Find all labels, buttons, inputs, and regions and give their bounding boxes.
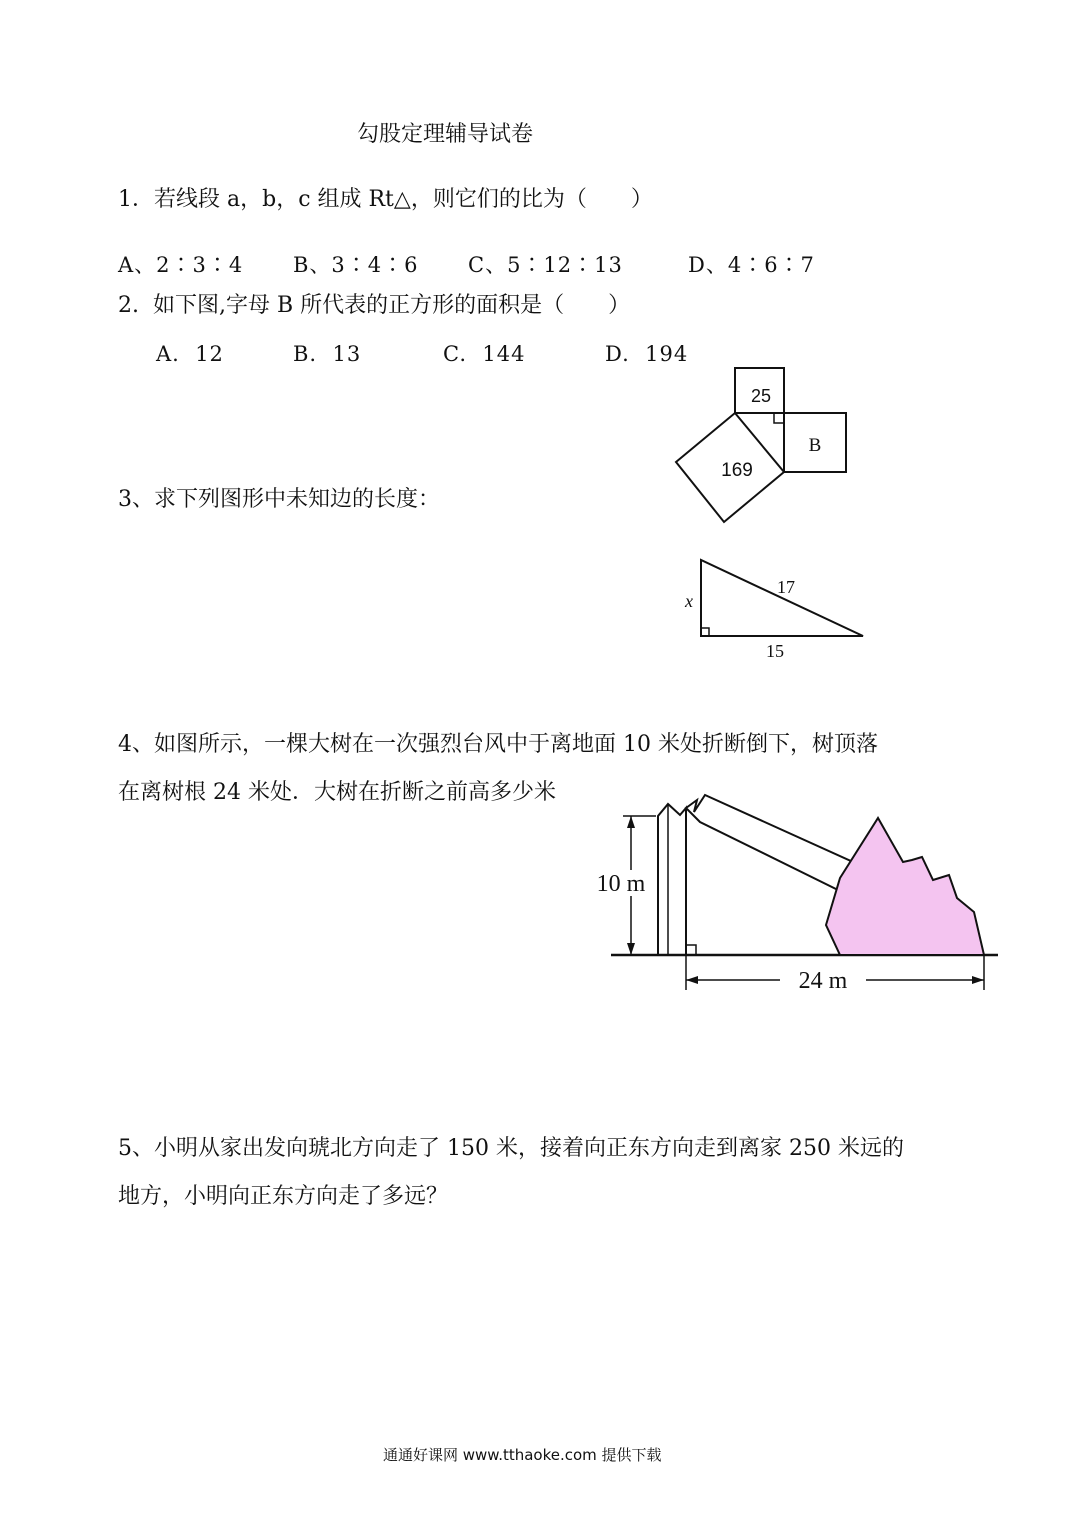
right-triangle xyxy=(701,560,863,636)
question-3-figure xyxy=(684,560,863,661)
page-footer: 通通好课网 www.tthaoke.com 提供下载 xyxy=(383,1446,662,1464)
question-2-option-d: D. 194 xyxy=(605,342,689,366)
label-17: 17 xyxy=(777,577,795,597)
distance-arrow-left xyxy=(686,976,698,984)
label-b: B xyxy=(808,435,822,456)
label-169: 169 xyxy=(721,460,753,481)
tree-stump xyxy=(658,804,686,955)
distance-arrow-right xyxy=(972,976,984,984)
question-3-stem: 3、求下列图形中未知边的长度： xyxy=(118,487,440,512)
right-angle-mark xyxy=(701,628,709,636)
question-1-option-a: A、2∶3∶4 xyxy=(118,253,244,277)
question-2-option-b: B. 13 xyxy=(293,342,362,366)
question-4-figure xyxy=(591,795,998,994)
question-2-option-c: C. 144 xyxy=(443,342,526,366)
question-2-option-a: A. 12 xyxy=(156,342,224,366)
tree-foliage xyxy=(826,818,984,955)
question-2-figure xyxy=(676,368,846,522)
question-1-option-d: D、4∶6∶7 xyxy=(688,253,815,277)
question-1-stem: 1．若线段 a，b，c 组成 Rt△，则它们的比为（ ） xyxy=(118,187,653,212)
label-24m: 24 m xyxy=(798,968,848,994)
right-angle-mark xyxy=(774,413,784,423)
label-15: 15 xyxy=(766,641,784,661)
label-10m: 10 m xyxy=(596,871,646,897)
document-title: 勾股定理辅导试卷 xyxy=(357,122,534,147)
label-x: x xyxy=(685,591,693,611)
height-arrow-up xyxy=(627,816,635,828)
question-1-option-b: B、3∶4∶6 xyxy=(293,253,419,277)
question-5-line-1: 5、小明从家出发向琥北方向走了 150 米，接着向正东方向走到离家 250 米远的 xyxy=(118,1136,904,1161)
height-arrow-down xyxy=(627,943,635,955)
question-2-stem: 2. 如下图,字母 B 所代表的正方形的面积是（ ） xyxy=(118,293,631,318)
question-4-line-2: 在离树根 24 米处．大树在折断之前高多少米 xyxy=(118,780,556,805)
right-angle-mark xyxy=(686,945,696,955)
question-4-line-1: 4、如图所示，一棵大树在一次强烈台风中于离地面 10 米处折断倒下，树顶落 xyxy=(118,732,878,757)
question-1-option-c: C、5∶12∶13 xyxy=(468,253,623,277)
fallen-trunk xyxy=(686,795,853,890)
question-5-line-2: 地方，小明向正东方向走了多远？ xyxy=(118,1184,449,1209)
label-25: 25 xyxy=(750,386,772,406)
